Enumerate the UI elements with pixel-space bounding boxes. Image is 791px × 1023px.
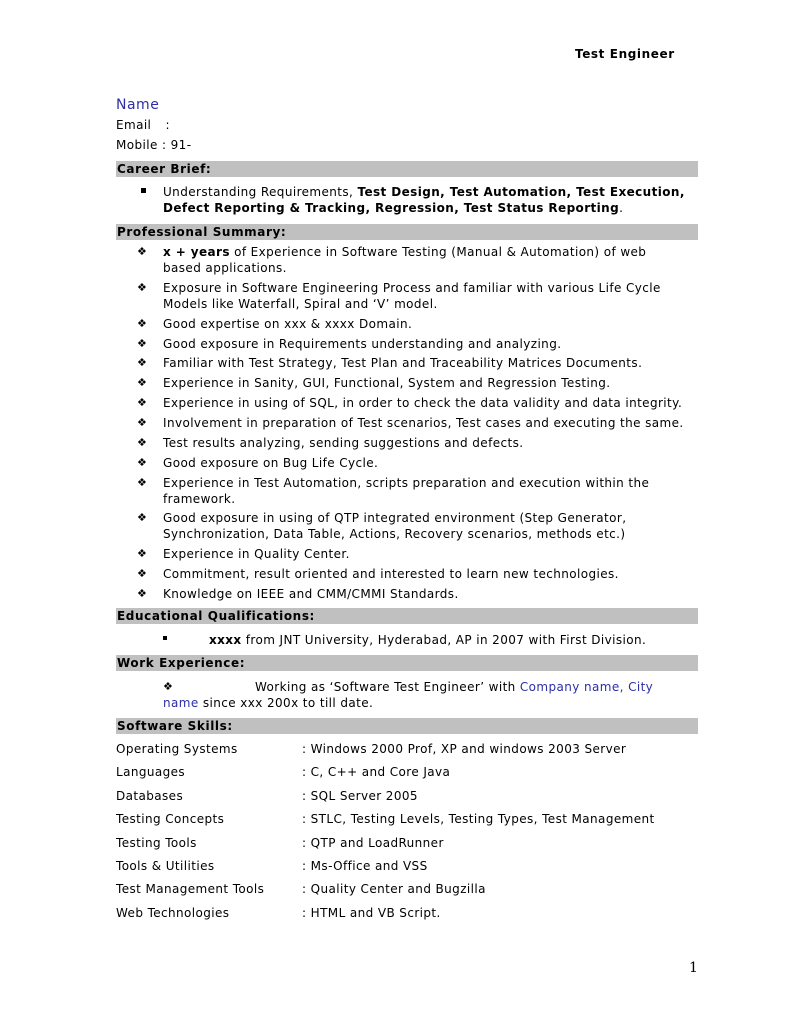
skill-category: Tools & Utilities xyxy=(116,859,215,873)
diamond-bullet-icon: ❖ xyxy=(163,680,173,693)
education-degree: xxxx xyxy=(209,633,242,647)
education-details: from JNT University, Hyderabad, AP in 2007 with First Division. xyxy=(241,633,647,647)
mobile-line: Mobile : 91- xyxy=(116,138,192,152)
section-software-skills xyxy=(116,718,698,734)
skill-value: : SQL Server 2005 xyxy=(302,789,418,803)
summary-item xyxy=(163,475,703,507)
summary-item xyxy=(163,510,703,542)
summary-item-line: Exposure in Software Engineering Process and familiar with various Life Cycle xyxy=(163,281,661,295)
summary-item-line: Experience in Test Automation, scripts preparation and execution within the xyxy=(163,476,650,490)
work-item xyxy=(163,679,683,711)
summary-item xyxy=(163,355,703,371)
diamond-bullet-icon: ❖ xyxy=(137,245,147,258)
summary-item-line: Good exposure in using of QTP integrated environment (Step Generator, xyxy=(163,511,627,525)
summary-item-line: Experience in using of SQL, in order to check the data validity and data integrity. xyxy=(163,396,683,410)
career-brief-bold-1: Test Design, Test Automation, Test Execution, xyxy=(357,185,685,199)
summary-item-line: Familiar with Test Strategy, Test Plan and Traceability Matrices Documents. xyxy=(163,356,643,370)
diamond-bullet-icon: ❖ xyxy=(137,396,147,409)
diamond-bullet-icon: ❖ xyxy=(137,567,147,580)
summary-item-line: Involvement in preparation of Test scenarios, Test cases and executing the same. xyxy=(163,416,684,430)
skill-value: : Quality Center and Bugzilla xyxy=(302,882,486,896)
work-company: Company name, City xyxy=(519,680,654,694)
summary-item xyxy=(163,375,703,391)
square-bullet-icon xyxy=(141,188,146,193)
summary-item xyxy=(163,336,703,352)
summary-item-line: Synchronization, Data Table, Actions, Recovery scenarios, methods etc.) xyxy=(163,527,626,541)
section-career-brief xyxy=(116,161,698,177)
skill-value: : QTP and LoadRunner xyxy=(302,836,444,850)
section-heading: Career Brief: xyxy=(117,162,212,176)
section-heading: Professional Summary: xyxy=(117,225,287,239)
section-education xyxy=(116,608,698,624)
work-role: Working as ‘Software Test Engineer’ with xyxy=(255,680,520,694)
section-work-experience xyxy=(116,655,698,671)
header-title: Test Engineer xyxy=(575,47,675,61)
career-brief-bold-2: Defect Reporting & Tracking, Regression, Test Status Reporting xyxy=(163,201,620,215)
education-item xyxy=(209,632,689,648)
summary-item xyxy=(163,415,703,431)
summary-years-rest: of Experience in Software Testing (Manual & Automation) of web xyxy=(229,245,647,259)
career-brief-text xyxy=(163,184,703,216)
summary-years-bold: x + years xyxy=(163,245,230,259)
section-professional-summary xyxy=(116,224,698,240)
skill-category: Operating Systems xyxy=(116,742,238,756)
diamond-bullet-icon: ❖ xyxy=(137,476,147,489)
summary-item xyxy=(163,546,703,562)
skill-value: : Ms-Office and VSS xyxy=(302,859,428,873)
diamond-bullet-icon: ❖ xyxy=(137,547,147,560)
diamond-bullet-icon: ❖ xyxy=(137,436,147,449)
diamond-bullet-icon: ❖ xyxy=(137,456,147,469)
work-company-name-cont: name xyxy=(163,696,199,710)
summary-item-line: Good expertise on xxx & xxxx Domain. xyxy=(163,317,413,331)
email-label: Email xyxy=(116,118,152,132)
section-heading: Educational Qualifications: xyxy=(117,609,315,623)
diamond-bullet-icon: ❖ xyxy=(137,356,147,369)
summary-item xyxy=(163,280,703,312)
skill-value: : HTML and VB Script. xyxy=(302,906,441,920)
summary-item xyxy=(163,435,703,451)
summary-item-line: framework. xyxy=(163,492,236,506)
summary-item-line: Commitment, result oriented and interested to learn new technologies. xyxy=(163,567,619,581)
summary-item xyxy=(163,566,703,582)
diamond-bullet-icon: ❖ xyxy=(137,337,147,350)
email-line xyxy=(116,118,170,132)
diamond-bullet-icon: ❖ xyxy=(137,416,147,429)
summary-item-line: Models like Waterfall, Spiral and ‘V’ model. xyxy=(163,297,438,311)
summary-item xyxy=(163,455,703,471)
summary-item-line: Test results analyzing, sending suggestions and defects. xyxy=(163,436,524,450)
summary-item-line: Experience in Sanity, GUI, Functional, System and Regression Testing. xyxy=(163,376,611,390)
summary-item xyxy=(163,586,703,602)
diamond-bullet-icon: ❖ xyxy=(137,317,147,330)
section-heading: Software Skills: xyxy=(117,719,233,733)
skill-value: : C, C++ and Core Java xyxy=(302,765,451,779)
email-separator: : xyxy=(165,118,170,132)
summary-item-line: Good exposure on Bug Life Cycle. xyxy=(163,456,379,470)
summary-item xyxy=(163,244,703,276)
skill-category: Test Management Tools xyxy=(116,882,265,896)
skill-value: : Windows 2000 Prof, XP and windows 2003 Server xyxy=(302,742,627,756)
career-brief-plain: Understanding Requirements, xyxy=(163,185,358,199)
diamond-bullet-icon: ❖ xyxy=(137,376,147,389)
skill-category: Web Technologies xyxy=(116,906,230,920)
skill-category: Languages xyxy=(116,765,186,779)
career-brief-end: . xyxy=(619,201,624,215)
candidate-name: Name xyxy=(116,97,160,113)
diamond-bullet-icon: ❖ xyxy=(137,587,147,600)
page-number: 1 xyxy=(689,960,698,976)
diamond-bullet-icon: ❖ xyxy=(137,281,147,294)
section-heading: Work Experience: xyxy=(117,656,246,670)
summary-item-line: Experience in Quality Center. xyxy=(163,547,350,561)
summary-item-line: Knowledge on IEEE and CMM/CMMI Standards. xyxy=(163,587,459,601)
diamond-bullet-icon: ❖ xyxy=(137,511,147,524)
square-bullet-icon xyxy=(163,636,167,640)
summary-item xyxy=(163,316,703,332)
skill-category: Testing Concepts xyxy=(116,812,225,826)
skill-category: Databases xyxy=(116,789,184,803)
skill-value: : STLC, Testing Levels, Testing Types, Test Management xyxy=(302,812,655,826)
summary-item xyxy=(163,395,703,411)
summary-item-line: Good exposure in Requirements understanding and analyzing. xyxy=(163,337,562,351)
skill-category: Testing Tools xyxy=(116,836,197,850)
work-duration: since xxx 200x to till date. xyxy=(198,696,374,710)
summary-years-line2: based applications. xyxy=(163,261,287,275)
